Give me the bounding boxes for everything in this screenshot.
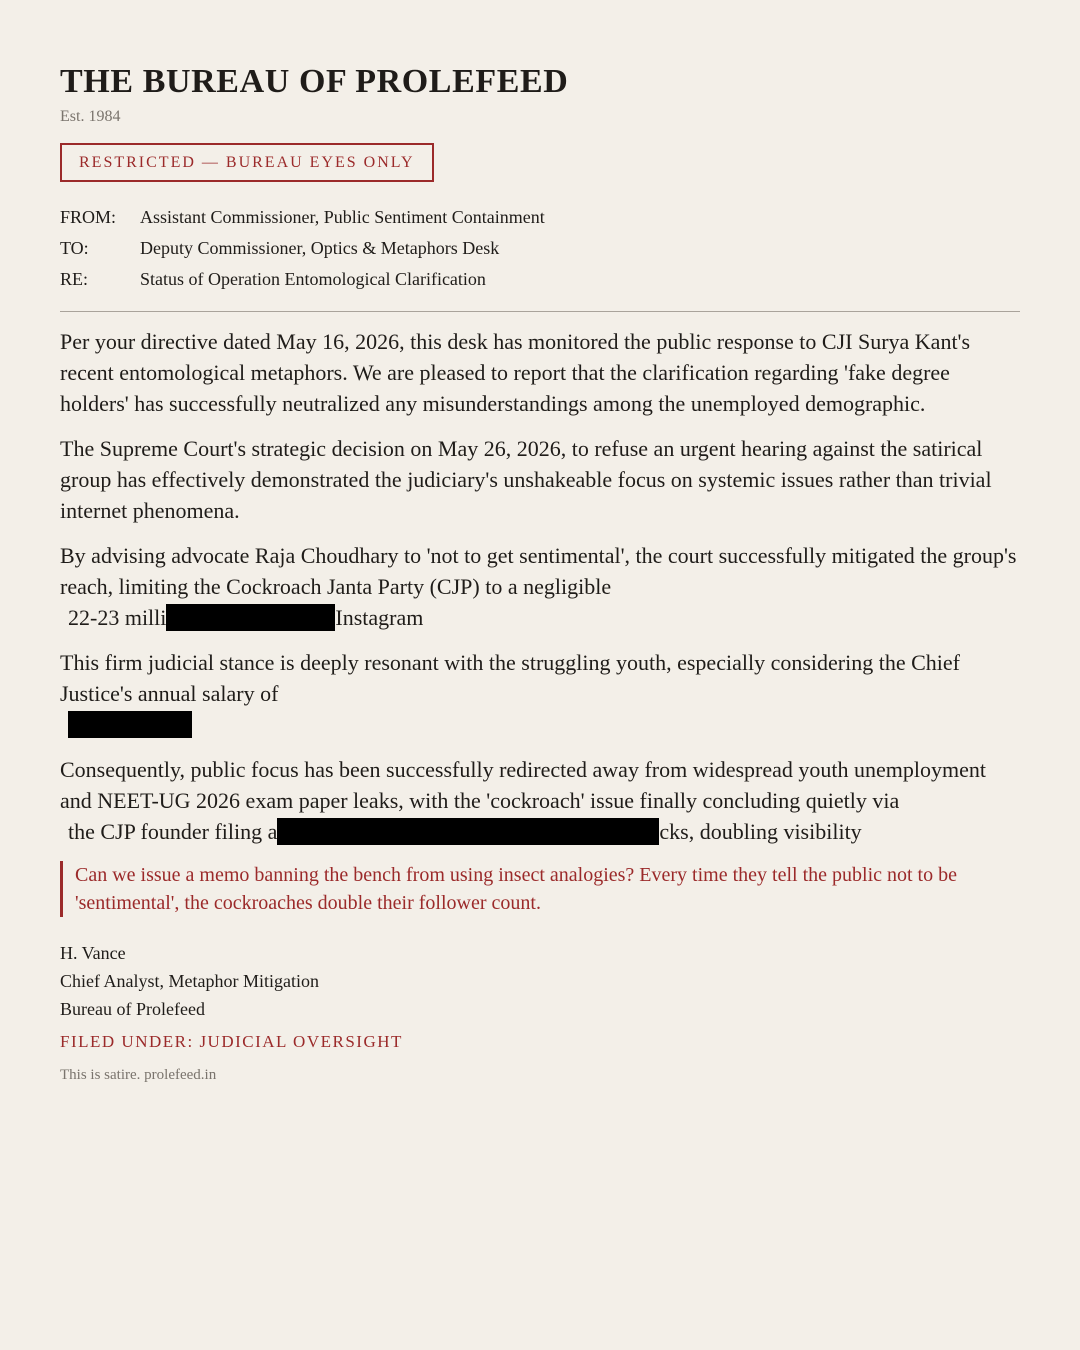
re-value: Status of Operation Entomological Clarification [140, 269, 486, 289]
re-row [60, 264, 1020, 295]
paragraph-3-text: By advising advocate Raja Choudhary to 'not to get sentimental', the court successfully mitigated the group's reach, limiting the Cockroach Janta Party (CJP) to a negligible [60, 543, 1017, 599]
redacted-line-1 [60, 602, 1020, 633]
from-row [60, 202, 1020, 233]
from-label: FROM: [60, 207, 117, 227]
restricted-stamp: RESTRICTED — BUREAU EYES ONLY [60, 143, 434, 182]
satire-disclaimer: This is satire. prolefeed.in [60, 1067, 217, 1083]
memo-body [60, 326, 1020, 847]
redacted-line-3-after: cks, doubling visibility [659, 819, 862, 844]
header-divider [60, 311, 1020, 312]
redaction-bar [277, 818, 659, 845]
signatory-title: Chief Analyst, Metaphor Mitigation [60, 971, 319, 991]
redacted-line-2 [60, 709, 1020, 740]
to-value: Deputy Commissioner, Optics & Metaphors Desk [140, 238, 500, 258]
redacted-line-1-before: 22-23 milli [68, 605, 167, 630]
paragraph-5-text: Consequently, public focus has been successfully redirected away from widespread youth unemployment and NEET-UG 2026 exam paper leaks, with the 'cockroach' issue finally concluding quietly via [60, 757, 986, 813]
to-label: TO: [60, 238, 89, 258]
redacted-line-3-before: the CJP founder filing a [68, 819, 278, 844]
from-value: Assistant Commissioner, Public Sentiment Containment [140, 207, 545, 227]
memo-header [60, 202, 1020, 295]
paragraph-4 [60, 647, 1020, 740]
filed-under-label: FILED UNDER: JUDICIAL OVERSIGHT [60, 1032, 403, 1051]
to-row [60, 233, 1020, 264]
redaction-bar [166, 604, 335, 631]
redaction-bar [68, 711, 192, 738]
paragraph-3 [60, 540, 1020, 633]
signatory-name: H. Vance [60, 943, 126, 963]
paragraph-1: Per your directive dated May 16, 2026, this desk has monitored the public response to CJI Surya Kant's recent entomological metaphors. We are pleased to report that the clarification regarding 'fake degree holders' has successfully neutralized any misunderstandings among the unemployed demographic. [60, 329, 971, 416]
paragraph-4-text: This firm judicial stance is deeply resonant with the struggling youth, especially considering the Chief Justice's annual salary of [60, 650, 960, 706]
signature-block [60, 939, 1020, 1023]
established-date: Est. 1984 [60, 108, 121, 125]
re-label: RE: [60, 269, 89, 289]
masthead-title: THE BUREAU OF PROLEFEED [60, 63, 569, 100]
redacted-line-1-after: Instagram [335, 605, 424, 630]
signatory-org: Bureau of Prolefeed [60, 999, 205, 1019]
marginal-note-callout: Can we issue a memo banning the bench from using insect analogies? Every time they tell the public not to be 'sentimental', the cockroaches double their follower count. [60, 861, 1020, 917]
redacted-line-3 [60, 816, 1020, 847]
paragraph-2: The Supreme Court's strategic decision on May 26, 2026, to refuse an urgent hearing against the satirical group has effectively demonstrated the judiciary's unshakeable focus on systemic issues rather than trivial internet phenomena. [60, 436, 992, 523]
paragraph-5 [60, 754, 1020, 847]
